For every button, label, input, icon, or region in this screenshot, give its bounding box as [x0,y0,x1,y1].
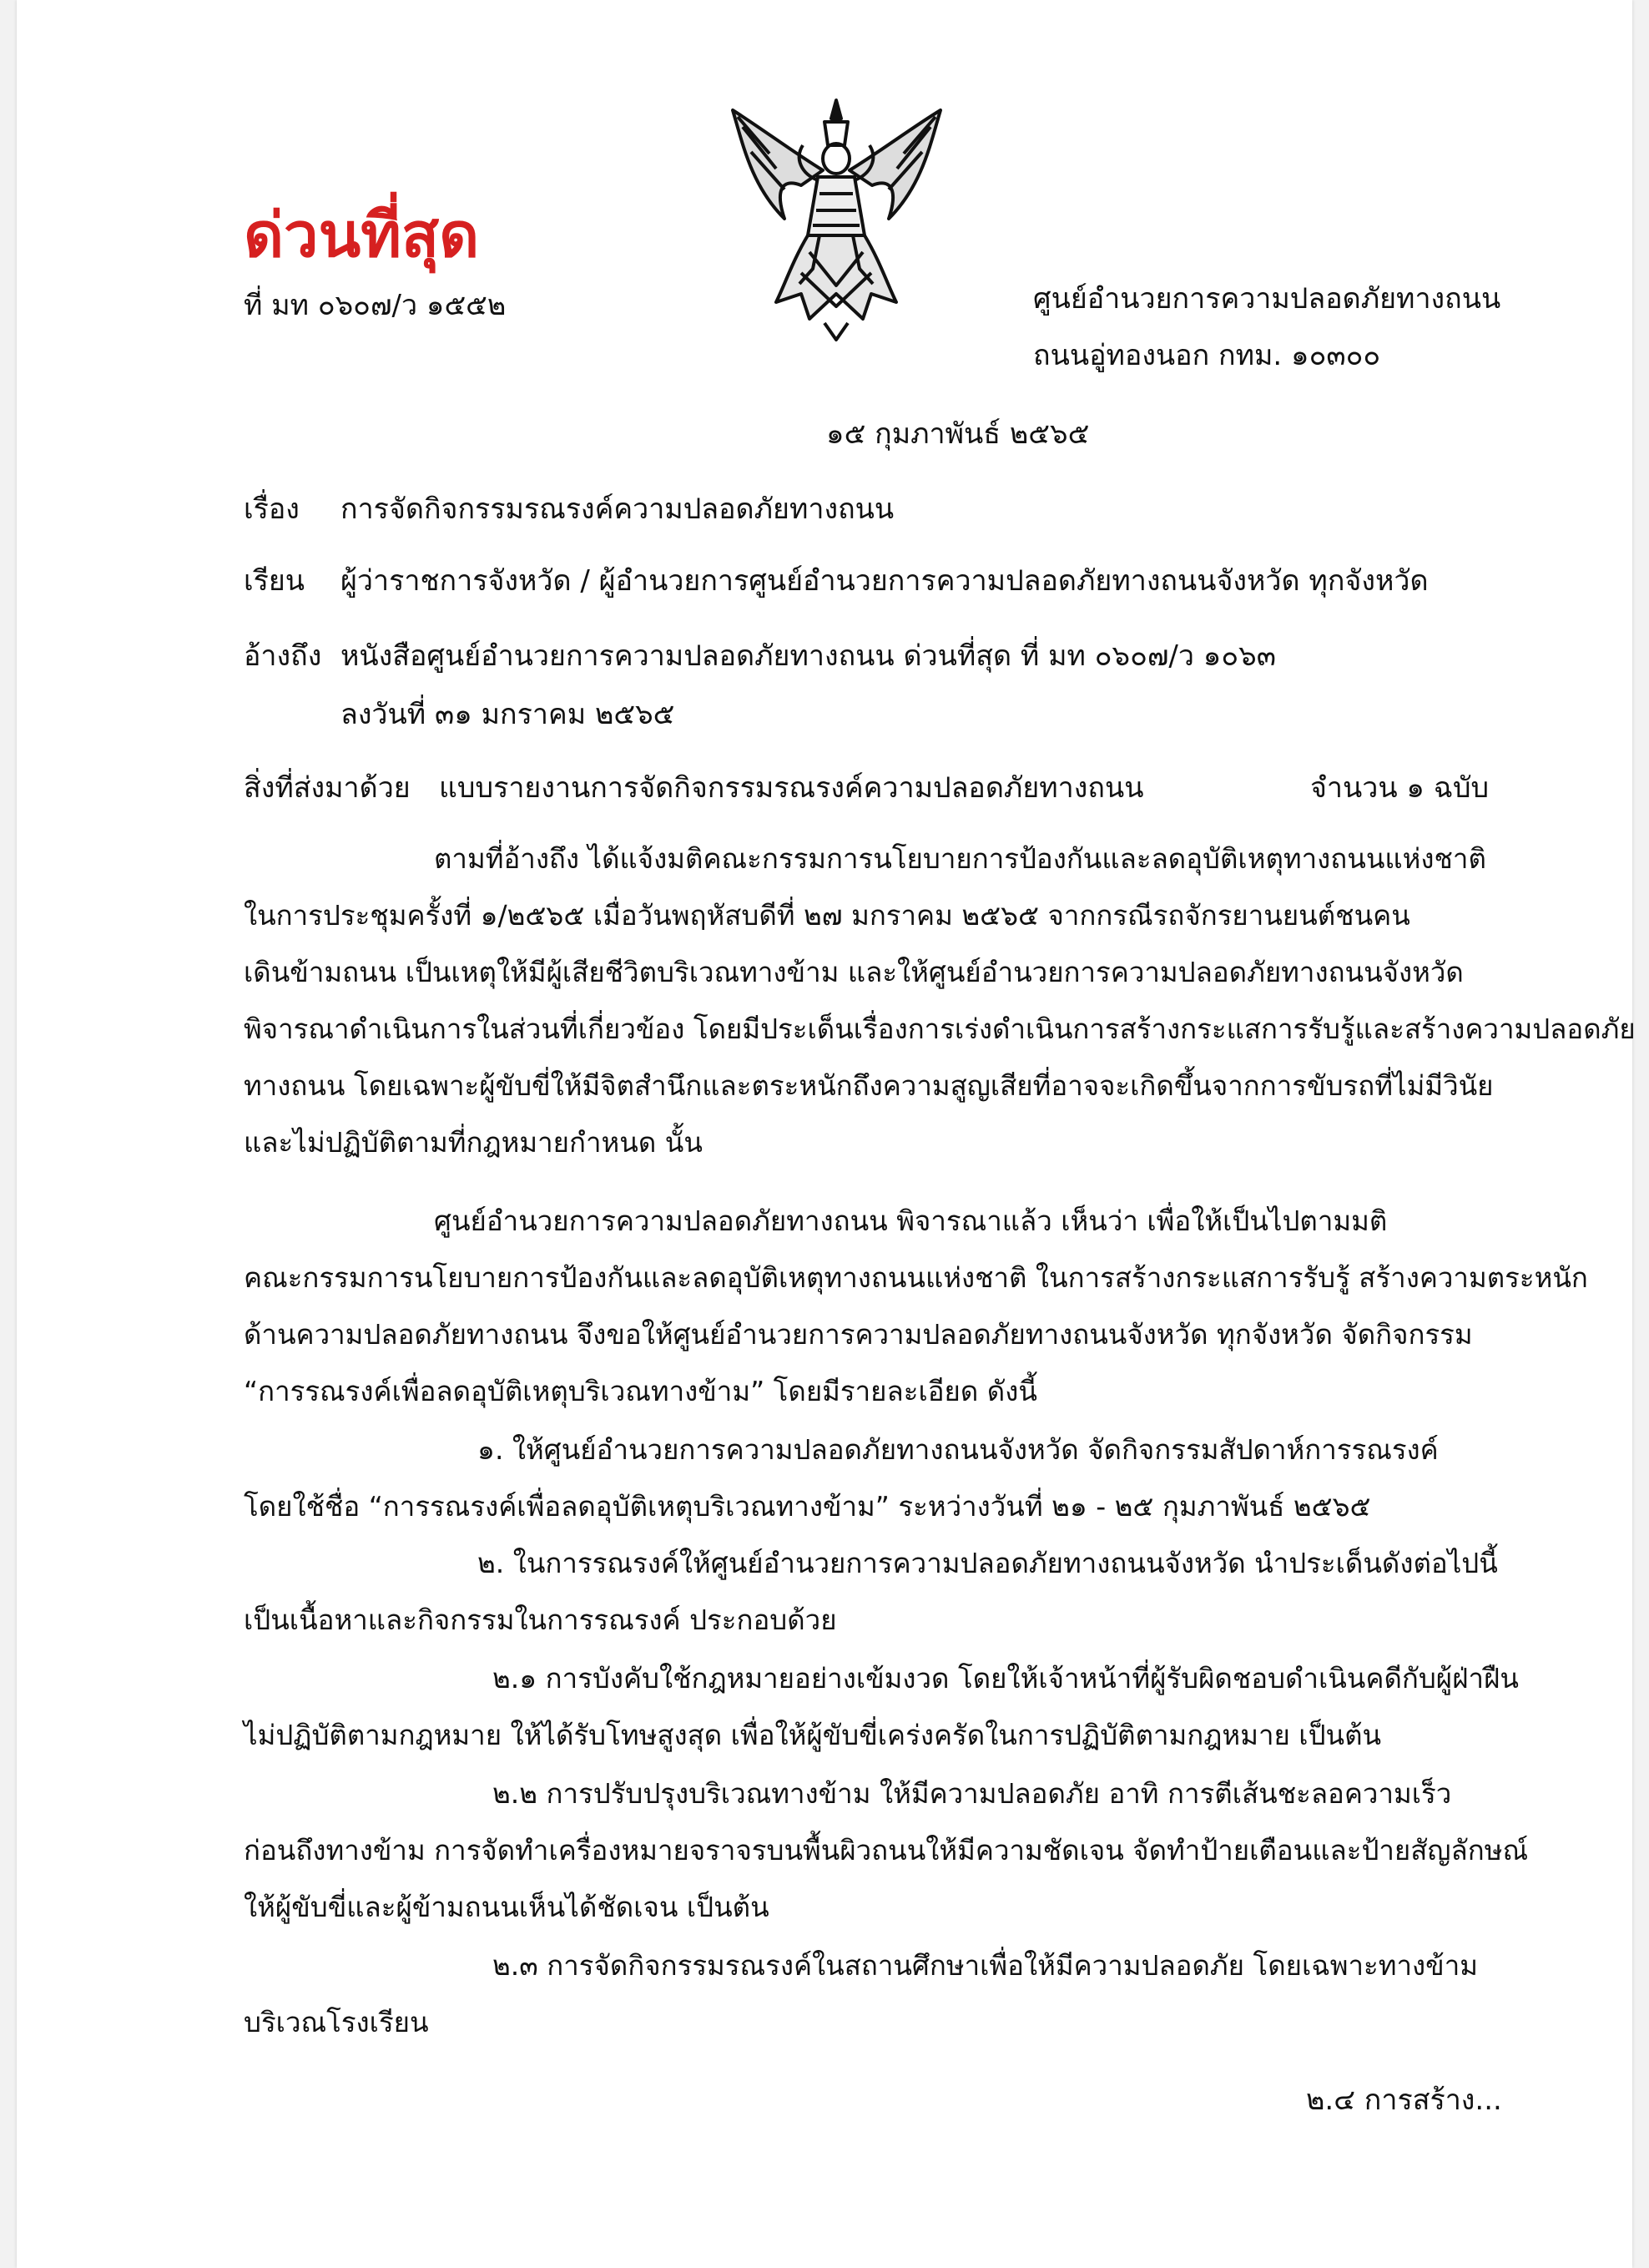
letter-date: ๑๕ กุมภาพันธ์ ๒๕๖๕ [826,417,1090,451]
enclosure-text: แบบรายงานการจัดกิจกรรมรณรงค์ความปลอดภัยทางถนน [439,771,1144,805]
sub-item-line: ๒.๑ การบังคับใช้กฎหมายอย่างเข้มงวด โดยให้เจ้าหน้าที่ผู้รับผิดชอบดำเนินคดีกับผู้ฝ่าฝืน [492,1662,1519,1695]
body-line: พิจารณาดำเนินการในส่วนที่เกี่ยวข้อง โดยมีประเด็นเรื่องการเร่งดำเนินการสร้างกระแสการรับรู้และสร้างความปลอดภัย [244,1013,1636,1045]
urgency-label: ด่วนที่สุด [244,200,480,271]
list-item-line: ๑. ให้ศูนย์อำนวยการความปลอดภัยทางถนนจังหวัด จัดกิจกรรมสัปดาห์การรณรงค์ [477,1433,1439,1466]
enclosure-label: สิ่งที่ส่งมาด้วย [244,771,411,805]
enclosure-count: จำนวน ๑ ฉบับ [1310,771,1490,805]
document-number: ที่ มท ๐๖๐๗/ว ๑๕๕๒ [244,289,507,322]
page-continuation: ๒.๔ การสร้าง... [1306,2084,1502,2117]
body-line: ในการประชุมครั้งที่ ๑/๒๕๖๕ เมื่อวันพฤหัสบดีที่ ๒๗ มกราคม ๒๕๖๕ จากกรณีรถจักรยานยนต์ชนคน [244,899,1410,932]
body-line: ตามที่อ้างถึง ได้แจ้งมติคณะกรรมการนโยบายการป้องกันและลดอุบัติเหตุทางถนนแห่งชาติ [434,842,1486,875]
body-line: ทางถนน โดยเฉพาะผู้ขับขี่ให้มีจิตสำนึกและตระหนักถึงความสูญเสียที่อาจจะเกิดขึ้นจากการขับรถที่ไม่มีวินัย [244,1069,1494,1102]
sub-item-line: ๒.๓ การจัดกิจกรรมรณรงค์ในสถานศึกษาเพื่อให้มีความปลอดภัย โดยเฉพาะทางข้าม [492,1949,1478,1982]
body-line: เดินข้ามถนน เป็นเหตุให้มีผู้เสียชีวิตบริเวณทางข้าม และให้ศูนย์อำนวยการความปลอดภัยทางถนนจังหวัด [244,956,1464,988]
list-item-line: โดยใช้ชื่อ “การรณรงค์เพื่อลดอุบัติเหตุบริเวณทางข้าม” ระหว่างวันที่ ๒๑ - ๒๕ กุมภาพันธ์ ๒๕๖๕ [244,1490,1371,1523]
garuda-emblem-icon [726,93,947,344]
sub-item-line: ให้ผู้ขับขี่และผู้ข้ามถนนเห็นได้ชัดเจน เป็นต้น [244,1891,769,1923]
subject-text: การจัดกิจกรรมรณรงค์ความปลอดภัยทางถนน [340,492,895,526]
list-item-line: ๒. ในการรณรงค์ให้ศูนย์อำนวยการความปลอดภัยทางถนนจังหวัด นำประเด็นดังต่อไปนี้ [477,1547,1498,1579]
body-line: ศูนย์อำนวยการความปลอดภัยทางถนน พิจารณาแล้ว เห็นว่า เพื่อให้เป็นไปตามมติ [434,1205,1388,1237]
sub-item-line: ๒.๒ การปรับปรุงบริเวณทางข้าม ให้มีความปลอดภัย อาทิ การตีเส้นชะลอความเร็ว [492,1777,1452,1810]
body-line: คณะกรรมการนโยบายการป้องกันและลดอุบัติเหตุทางถนนแห่งชาติ ในการสร้างกระแสการรับรู้ สร้างความตระหนัก [244,1261,1588,1294]
body-line: และไม่ปฏิบัติตามที่กฎหมายกำหนด นั้น [244,1126,703,1159]
body-line: ด้านความปลอดภัยทางถนน จึงขอให้ศูนย์อำนวยการความปลอดภัยทางถนนจังหวัด ทุกจังหวัด จัดกิจกรรม [244,1318,1473,1351]
reference-line: ลงวันที่ ๓๑ มกราคม ๒๕๖๕ [340,698,675,731]
sub-item-line: ก่อนถึงทางข้าม การจัดทำเครื่องหมายจราจรบนพื้นผิวถนนให้มีความชัดเจน จัดทำป้ายเตือนและป้ายสัญลักษณ์ [244,1834,1529,1866]
body-line: “การรณรงค์เพื่อลดอุบัติเหตุบริเวณทางข้าม” โดยมีรายละเอียด ดังนี้ [244,1375,1037,1407]
recipient-text: ผู้ว่าราชการจังหวัด / ผู้อำนวยการศูนย์อำนวยการความปลอดภัยทางถนนจังหวัด ทุกจังหวัด [340,564,1429,598]
list-item-line: เป็นเนื้อหาและกิจกรรมในการรณรงค์ ประกอบด้วย [244,1604,837,1636]
sender-address-line2: ถนนอู่ทองนอก กทม. ๑๐๓๐๐ [1033,339,1381,372]
reference-label: อ้างถึง [244,639,322,673]
letter-page [17,0,1636,2268]
reference-line: หนังสือศูนย์อำนวยการความปลอดภัยทางถนน ด่วนที่สุด ที่ มท ๐๖๐๗/ว ๑๐๖๓ [340,639,1276,673]
sub-item-line: ไม่ปฏิบัติตามกฎหมาย ให้ได้รับโทษสูงสุด เพื่อให้ผู้ขับขี่เคร่งครัดในการปฏิบัติตามกฎหมาย เป็นต้น [244,1719,1382,1751]
sender-address-line1: ศูนย์อำนวยการความปลอดภัยทางถนน [1033,282,1501,316]
subject-label: เรื่อง [244,492,300,526]
recipient-label: เรียน [244,564,305,598]
sub-item-line: บริเวณโรงเรียน [244,2006,429,2038]
